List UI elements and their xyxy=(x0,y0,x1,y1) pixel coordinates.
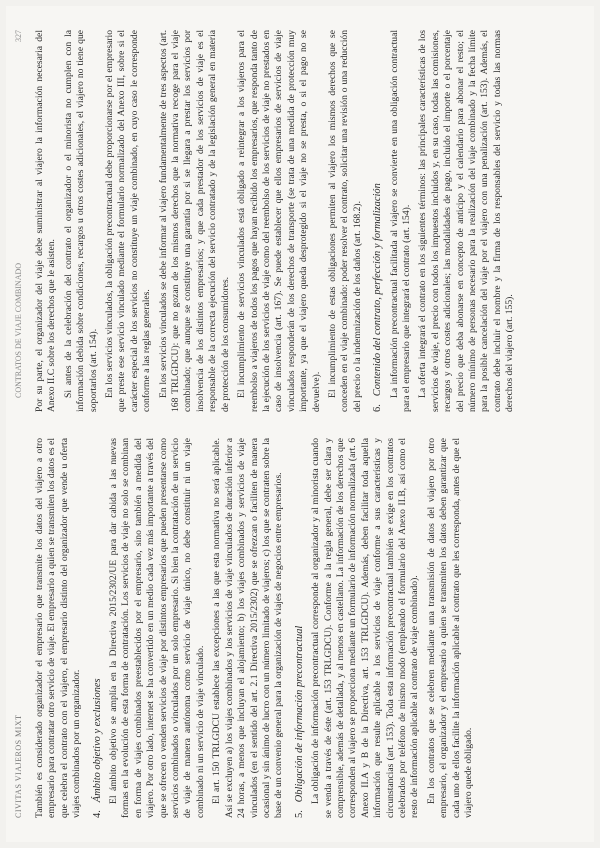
paragraph: También es considerado organizador el empresario que transmite los datos del viajero a otro empresario para contratar otro servicio de viaje. El empresario a quien se transmiten los datos es el que celebra el contrato con el viajero, el empresario distinto del organizador que vende u oferta viajes combinados por un organizador. xyxy=(34,438,83,818)
paragraph: El incumplimiento de servicios vinculados está obligado a reintegrar a los viajeros para el reembolso a viajeros de todos los pagos que hayan recibido los empresarios, que responda tanto de la ejecución de los servicios de viaje como del reembolso de los servicios de viaje no prestados en caso de insolvencia (art. 167). Se puede establecer que ellos empresarios de servicios de viaje vinculados responderán de los derechos de transporte (se trata de una medida de protección muy importante, ya que el viajero queda desprotegido si el viaje no se presta, o si el pago no se devuelve). xyxy=(236,30,322,412)
paragraph: En los contratos que se celebren mediante una transmisión de datos del viajero por otro empresario, el organizador y el empresario a quien se transmiten los datos deben garantizar que cada uno de ellos facilite la información aplicable al contrato que les corresponda, antes de que el viajero quede obligado. xyxy=(425,438,474,818)
section-title: Ámbito objetivo y exclusiones xyxy=(91,678,103,803)
paragraph: En los servicios vinculados se debe informar al viajero fundamentalmente de tres aspectos (art. 168 TRLGDCU): que no gozan de los mismos derechos que la normativa recoge para el viaje combinado; que aunque se constituye una garantía por si se llegara a prestar los servicios por insolvencia de los distintos empresarios; y que cada prestador de los servicios de viaje es el responsable de la correcta ejecución del servicio contratado y de la legislación general en materia de protección de los consumidores. xyxy=(157,30,231,412)
paragraph: El incumplimiento de estas obligaciones permiten al viajero los mismos derechos que se conceden en el viaje combinado: poder resolver el contrato, solicitar una revisión o una reducción del precio o la indemnización de los daños (art. 168.2). xyxy=(326,30,363,412)
paragraph: Por su parte, el organizador del viaje debe suministrar al viajero la información necesaria del Anexo II.C sobre los derechos que le asisten. xyxy=(34,30,58,412)
section-number: 6. xyxy=(372,404,384,412)
page-number: 327 xyxy=(14,30,23,42)
paragraph: La información precontractual facilitada al viajero se convierte en una obligación contractual para el empresario que integrará el contrato (art. 154). xyxy=(388,30,412,412)
paragraph: El ámbito objetivo se amplía en la Directiva 2015/2302/UE para dar cabida a las nuevas formas en la evolución de esta forma de contratación. Los servicios de viaje no solo se combinan en forma de viajes combinados preestablecidos por el empresario, sino también a medida del viajero. Por otro lado, internet se ha convertido en un medio cada vez más importante a través del que se ofrecen o venden servicios de viaje por distintos empresarios que pueden presentarse como servicios combinados o vinculados por un solo empresario. Si bien la contratación de un servicio de viaje de manera autónoma como servicio de viaje único, no debe constituir ni un viaje combinado ni un servicio de viaje vinculado. xyxy=(108,438,206,818)
paragraph: La obligación de información precontractual corresponde al organizador y al minorista cuando se venda a través de éste (art. 153 TRLGDCU). Conforme a la regla general, debe ser clara y comprensible, además de detallada, y al menos en castellano. La información de los derechos que corresponden al viajero se proporciona mediante un formulario de información normalizada (art. 6 Anexo II.A y B de la Directiva, art. 153 TRLGDCU). Además, deben facilitar toda aquella información que resulte aplicable a los servicios de viaje conforme a sus características y circunstancias (art. 153). Toda esta información precontractual también se exige en los contratos celebrados por teléfono de mismo modo (empleando el formulario del Anexo II.B, así como el resto de información aplicable al contrato de viaje combinado). xyxy=(310,438,421,818)
right-column xyxy=(34,30,580,412)
paragraph: En los servicios vinculados, la obligación precontractual debe proporcionarse por el empresario que preste ese servicio vinculado mediante el formulario normalizado del Anexo III, sobre si el carácter especial de los servicios no constituye un viaje combinado, en cuyo caso le corresponde conforme a las reglas generales. xyxy=(104,30,153,412)
section-heading-4 xyxy=(92,438,104,818)
rotated-page-content xyxy=(6,6,594,842)
section-title: Contenido del contrato, perfección y formalización xyxy=(372,183,384,397)
paragraph: Si antes de la celebración del contrato el organizador o el minorista no cumplen con la información debida sobre condiciones, recargos u otros costes adicionales, el viajero no tiene que soportarlos (art. 154). xyxy=(62,30,99,412)
left-column xyxy=(34,438,580,818)
section-number: 4. xyxy=(91,810,103,818)
header-right-title: CONTRATOS DE VIAJE COMBINADO xyxy=(14,262,23,398)
section-heading-6 xyxy=(372,30,384,412)
section-number: 5. xyxy=(293,810,305,818)
section-title: Obligación de información precontractual xyxy=(293,625,305,803)
header-left-title: CIVITAS VIAJEROS MIXT xyxy=(14,714,23,818)
paragraph: El art. 150 TRLGDCU establece las excepciones a las que esta normativa no será aplicable. Así se excluyen a) los viajes combinados y los servicios de viaje vinculados de duración inferior a 24 horas, a menos que incluyan el alojamiento; b) los viajes combinados y servicios de viaje vinculados (en el sentido del art. 2.1 Directiva 2015/2302) que se ofrezcan o faciliten de manera ocasional y sin ánimo de lucro con un número limitado de viajeros; c) los que se contraten sobre la base de un convenio general para la organización de viajes de negocios entre empresarios. xyxy=(211,438,285,818)
paragraph: La oferta integrará el contrato en los siguientes términos: las principales características de los servicios de viaje, el precio con todos los impuestos incluidos y, en su caso, todas las comisiones, recargos y otros costes adicionales; las modalidades de pago, incluido el importe o el porcentaje del precio que deba abonarse en concepto de anticipo y el calendario para abonar el resto; el número mínimo de personas necesario para la realización del viaje combinado y la fecha límite para la posible cancelación del viaje por el viajero con una penalización (art. 153). Además, el contrato debe incluir el nombre y la firma de los responsables del servicio y todas las normas derechos del viajero (art. 155). xyxy=(417,30,516,412)
section-heading-5 xyxy=(294,438,306,818)
scanned-page xyxy=(6,6,594,842)
running-header xyxy=(14,30,28,818)
